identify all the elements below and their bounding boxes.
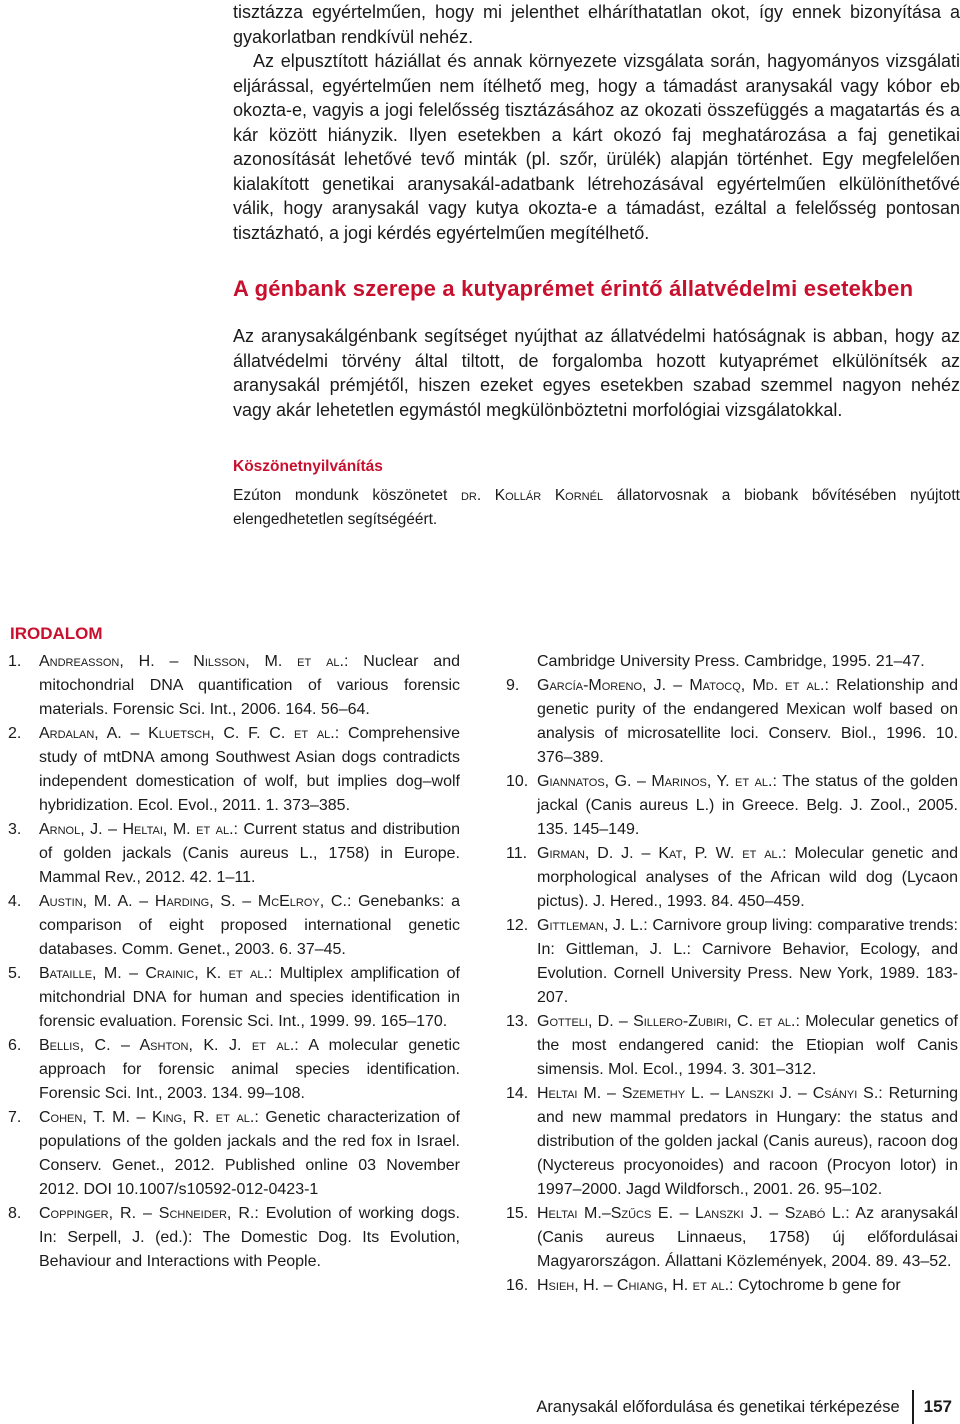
reference-authors: García-Moreno, J. – Matocq, Md. et al. [537,677,825,694]
footer-divider [912,1390,914,1424]
reference-number: 15. [506,1205,529,1222]
reference-body: : Molecular genetics of the most endangered canid: the Etiopian wolf Canis simensis. Mol. Ecol., 1994. 3. 301–312. [537,1013,958,1078]
reference-authors: Bataille, M. – Crainic, K. et al. [39,965,268,982]
reference-number: 6. [8,1037,22,1054]
intro-paragraph-continued: tisztázza egyértelműen, hogy mi jelenthet elháríthatatlan okot, így ennek bizonyítása a gyakorlatban rendkívül nehéz. [233,2,960,47]
reference-body: : Nuclear and mitochondrial DNA quantification of various forensic materials. Forensic Sci. Int., 2006. 164. 56–64. [39,653,460,718]
reference-body: : Molecular genetic and morphological analyses of the African wild dog (Lycaon pictus). J. Hered., 1993. 84. 450–459. [537,845,958,910]
reference-number: 5. [8,965,22,982]
reference-text [39,1202,460,1274]
section-heading: A génbank szerepe a kutyaprémet érintő állatvédelmi esetekben [233,276,914,301]
reference-item [8,890,460,962]
acknowledgement-heading: Köszönetnyilvánítás [233,458,383,475]
reference-number: 4. [8,893,22,910]
ack-post: állatorvosnak a biobank bővítésében nyújtott elengedhetetlen segítségéért. [233,487,960,528]
reference-number: 10. [506,773,529,790]
reference-number: 14. [506,1085,529,1102]
section-body: Az aranysakálgénbank segítséget nyújthat az állatvédelmi hatóságnak is abban, hogy az állatvédelmi törvény által tiltott, de forgalomba hozott kutyaprémet elkülönítsék az aranysakál prémjétől, hiszen ezeket egyes esetekben szabad szemmel nagyon nehéz vagy akár lehetetlen egymástól megkülönböztetni morfológiai vizsgálatokkal. [233,326,960,420]
reference-item [8,962,460,1034]
reference-authors: Andreasson, H. – Nilsson, M. et al. [39,653,344,670]
reference-item [506,842,958,914]
reference-item [8,1106,460,1202]
reference-authors: Bellis, C. – Ashton, K. J. et al. [39,1037,295,1054]
reference-number: 8. [8,1205,22,1222]
reference-authors: Heltai M. – Szemethy L. – Lanszki J. – Csányi S. [537,1085,879,1102]
reference-number: 13. [506,1013,529,1030]
reference-body: : Relationship and genetic purity of the endangered Mexican wolf based on analysis of microsatellite loci. Conserv. Biol., 1996. 10. 376–389. [537,677,958,766]
reference-text [537,1274,958,1298]
reference-number: 2. [8,725,22,742]
reference-item [506,914,958,1010]
running-title: Aranysakál előfordulása és genetikai térképezése [536,1397,900,1416]
reference-item [8,1202,460,1274]
reference-body: : Current status and distribution of golden jackals (Canis aureus L., 1758) in Europe. Mammal Rev., 2012. 42. 1–11. [39,821,461,886]
reference-continuation: Cambridge University Press. Cambridge, 1995. 21–47. [537,653,925,670]
reference-text [537,1082,958,1202]
reference-text [39,650,460,722]
reference-body: : Az aranysakál (Canis aureus Linnaeus, 1758) új előfordulásai Magyarországon. Állattani Közlemények, 2004. 89. 43–52. [537,1205,959,1270]
reference-authors: Austin, M. A. – Harding, S. – McElroy, C. [39,893,347,910]
page-number: 157 [923,1397,952,1416]
reference-item [506,1010,958,1082]
reference-item [506,1202,958,1274]
reference-number: 3. [8,821,22,838]
reference-text [537,914,958,1010]
references-right-column [506,650,958,1298]
reference-item [8,818,460,890]
reference-text [537,1202,958,1274]
reference-authors: Gittleman, J. L. [537,917,644,934]
references-left-column [8,650,460,1274]
reference-authors: Girman, D. J. – Kat, P. W. et al. [537,845,783,862]
reference-item [506,674,958,770]
reference-number: 7. [8,1109,22,1126]
reference-body: : Comprehensive study of mtDNA among Southwest Asian dogs contradicts independent domestication of wolf, but implies dog–wolf hybridization. Ecol. Evol., 2011. 1. 373–385. [39,725,461,814]
reference-body: : Multiplex amplification of mitchondrial DNA for human and species identification in forensic evaluation. Forensic Sci. Int., 1999. 99. 165–170. [39,965,460,1030]
reference-item [8,722,460,818]
reference-body: : Genetic characterization of populations of the golden jackals and the red fox in Israel. Conserv. Genet., 2012. Published online 03 November 2012. DOI 10.1007/s10592-012-0423-1 [39,1109,460,1198]
reference-body: : Cytochrome b gene for [729,1277,901,1294]
reference-item [8,1034,460,1106]
reference-item [506,1274,958,1298]
intro-paragraph: Az elpusztított háziállat és annak környezete vizsgálata során, hagyományos vizsgálati eljárással, egyértelműen nem ítélhető meg, hogy a támadást aranysakál vagy kóbor eb okozta-e, vagyis a jogi felelősség tisztázásához az okozati összefüggés a magatartás és a kár között hiányzik. Ilyen esetekben a kárt okozó faj meghatározása a faj genetikai azonosítását lehetővé tevő minták (pl. szőr, ürülék) alapján történhet. Egy megfelelően kialakított genetikai aranysakál-adatbank létrehozásával egyértelműen elkülöníthetővé válik, hogy aranysakál vagy kutya okozta-e a támadást, ezáltal a felelősség pontosan tisztázható, a jogi kérdés egyértelműen megítélhető. [233,51,960,243]
reference-authors: Ardalan, A. – Kluetsch, C. F. C. et al. [39,725,335,742]
reference-text [537,1010,958,1082]
reference-number: 9. [506,677,520,694]
ack-name: dr. Kollár Kornél [460,487,604,504]
reference-text [537,674,958,770]
reference-authors: Hsieh, H. – Chiang, H. et al. [537,1277,730,1294]
reference-number: 12. [506,917,529,934]
reference-text [537,770,958,842]
reference-text [39,890,460,962]
reference-body: : Evolution of working dogs. In: Serpell, J. (ed.): The Domestic Dog. Its Evolution, Behaviour and Interactions with People. [39,1205,460,1270]
reference-item [506,1082,958,1202]
ack-pre: Ezúton mondunk köszönetet [233,487,461,504]
reference-number: 11. [506,845,528,862]
reference-text [39,722,460,818]
reference-text [39,962,460,1034]
reference-body: : Carnivore group living: comparative trends: In: Gittleman, J. L.: Carnivore Behavior, Ecology, and Evolution. Cornell University Press. New York, 1989. 183-207. [537,917,958,1006]
reference-number: 1. [8,653,22,670]
main-text-column [233,0,960,532]
reference-authors: Heltai M.–Szűcs E. – Lanszki J. – Szabó L. [537,1205,846,1222]
reference-authors: Arnol, J. – Heltai, M. et al. [39,821,234,838]
reference-text [39,1034,460,1106]
reference-authors: Cohen, T. M. – King, R. et al. [39,1109,255,1126]
reference-body: : A molecular genetic approach for forensic animal species identification. Forensic Sci. Int., 2003. 134. 99–108. [39,1037,460,1102]
reference-body: : Genebanks: a comparison of eight proposed international genetic databases. Comm. Genet., 2003. 6. 37–45. [39,893,461,958]
references-heading: IRODALOM [10,624,103,643]
reference-body: : Returning and new mammal predators in Hungary: the status and distribution of the golden jackal (Canis aureus), racoon dog (Nyctereus procyonoides) and racoon (Procyon lotor) in 1997–2000. Jagd Wildforsch., 2001. 26. 95–102. [537,1085,958,1198]
acknowledgement-text [233,484,960,532]
reference-item [506,770,958,842]
reference-authors: Giannatos, G. – Marinos, Y. et al. [537,773,773,790]
reference-number: 16. [506,1277,529,1294]
reference-text [39,818,460,890]
reference-authors: Coppinger, R. – Schneider, R. [39,1205,255,1222]
reference-body: : The status of the golden jackal (Canis aureus L.) in Greece. Belg. J. Zool., 2005. 135. 145–149. [537,773,958,838]
reference-item [8,650,460,722]
reference-text [537,842,958,914]
reference-authors: Gotteli, D. – Sillero-Zubiri, C. et al. [537,1013,796,1030]
reference-text [39,1106,460,1202]
page-footer [536,1390,952,1424]
